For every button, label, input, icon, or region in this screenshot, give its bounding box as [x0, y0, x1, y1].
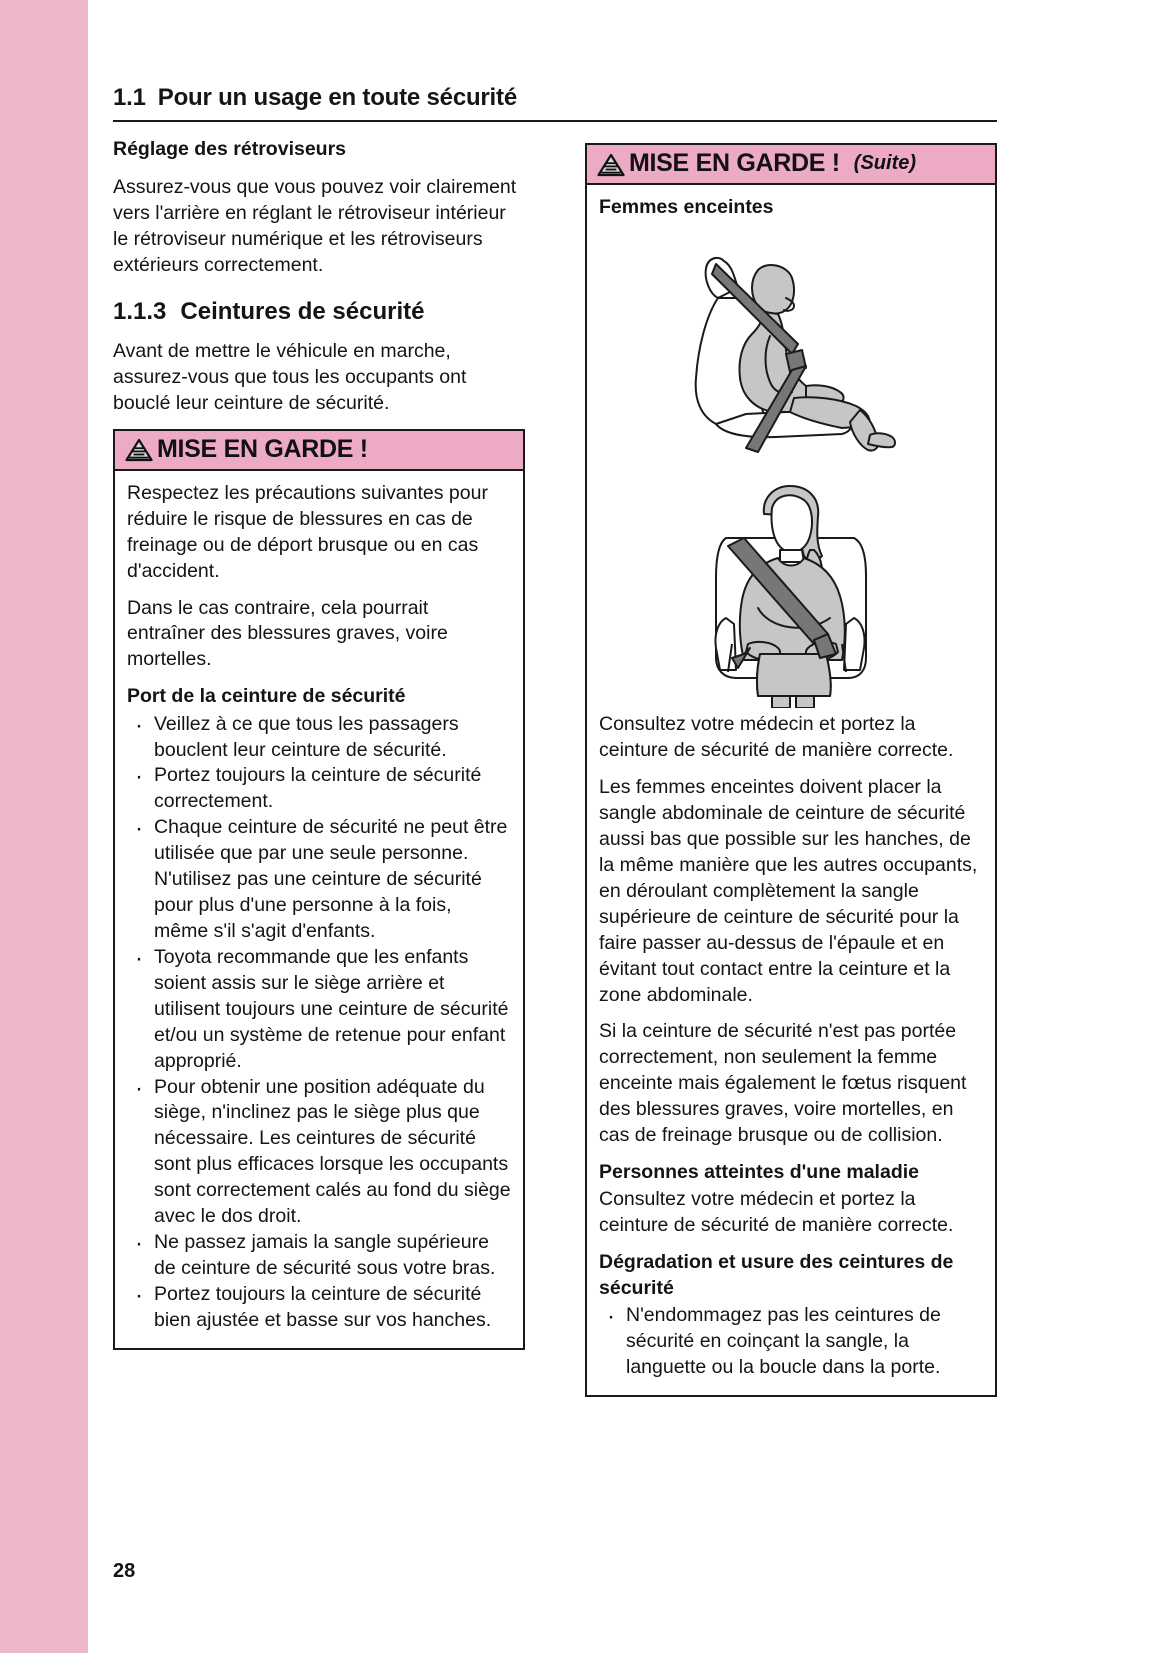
- warning-title-right: MISE EN GARDE !: [629, 149, 840, 177]
- list-item: · Portez toujours la ceinture de sécurité correctement.: [127, 763, 511, 815]
- pregnant-woman-seated-front-view-illustration: [599, 458, 983, 708]
- left-column: [113, 137, 525, 1350]
- seatbelt-heading-number: 1.1.3: [113, 298, 167, 326]
- warning-paragraph-illness: Consultez votre médecin et portez la ceinture de sécurité de manière correcte.: [599, 1188, 954, 1237]
- header-rule: [113, 120, 997, 122]
- warning-header-left: [115, 431, 523, 471]
- warning-box-left: [113, 429, 525, 1350]
- warning-bullet-list-left: [127, 712, 511, 1334]
- warning-paragraph: Dans le cas contraire, cela pourrait entraîner des blessures graves, voire mortelles.: [127, 596, 448, 671]
- warning-triangle-icon: [125, 438, 153, 462]
- pregnant-woman-seated-side-view-illustration: [599, 228, 983, 458]
- warning-box-right: [585, 143, 997, 1397]
- warning-body-left: [115, 471, 523, 1348]
- list-item: · N'endommagez pas les ceintures de sécurité en coinçant la sangle, la languette ou la boucle dans la porte.: [599, 1303, 983, 1381]
- page-content: [113, 0, 1165, 1653]
- warning-paragraph: Les femmes enceintes doivent placer la sangle abdominale de ceinture de sécurité aussi bas que possible sur les hanches, de la même manière que les autres occupants, en déroulant complètement la sangle supérieure de ceinture de sécurité pour la faire passer au-dessus de l'épaule et en évitant tout contact entre la ceinture et la zone abdominale.: [599, 776, 978, 1006]
- mirror-paragraph: Assurez-vous que vous pouvez voir clairement vers l'arrière en réglant le rétroviseur intérieur le rétroviseur numérique et les rétroviseurs extérieurs correctement.: [113, 176, 517, 277]
- warning-header-right: [587, 145, 995, 185]
- warning-subheading-illness: Personnes atteintes d'une maladie: [599, 1161, 919, 1184]
- warning-paragraph: Consultez votre médecin et portez la ceinture de sécurité de manière correcte.: [599, 713, 954, 762]
- warning-subheading-pregnant: Femmes enceintes: [599, 196, 774, 218]
- warning-paragraph: Si la ceinture de sécurité n'est pas portée correctement, non seulement la femme enceinte mais également le fœtus risquent des blessures graves, voire mortelles, en cas de freinage brusque ou de collision.: [599, 1020, 967, 1147]
- page-number: 28: [113, 1560, 136, 1582]
- warning-title-left: MISE EN GARDE !: [157, 434, 368, 463]
- seatbelt-heading-title: Ceintures de sécurité: [180, 298, 425, 326]
- warning-subheading-damage: Dégradation et usure des ceintures de sécurité: [599, 1251, 954, 1299]
- seatbelt-paragraph: Avant de mettre le véhicule en marche, assurez-vous que tous les occupants ont bouclé leur ceinture de sécurité.: [113, 340, 467, 414]
- mirror-heading: Réglage des rétroviseurs: [113, 138, 347, 160]
- running-head: [113, 84, 997, 112]
- list-item: · Chaque ceinture de sécurité ne peut être utilisée que par une seule personne. N'utilisez pas une ceinture de sécurité pour plus d'une personne à la fois, même s'il s'agit d'enfants.: [127, 815, 511, 945]
- warning-body-right: [587, 185, 995, 1395]
- warning-suffix-suite: (Suite): [853, 152, 917, 174]
- chapter-edge-tab: [0, 0, 88, 1653]
- list-item: · Ne passez jamais la sangle supérieure de ceinture de sécurité sous votre bras.: [127, 1230, 511, 1282]
- warning-bullet-list-right: [599, 1303, 983, 1381]
- warning-triangle-icon: [597, 153, 625, 177]
- warning-paragraph: Respectez les précautions suivantes pour réduire le risque de blessures en cas de freinage ou de déport brusque ou en cas d'accident.: [127, 481, 488, 582]
- running-head-title: Pour un usage en toute sécurité: [157, 84, 517, 111]
- warning-subheading-wearing: Port de la ceinture de sécurité: [127, 685, 406, 708]
- seatbelt-heading: [113, 297, 525, 327]
- running-head-number: 1.1: [113, 84, 146, 111]
- list-item: · Toyota recommande que les enfants soient assis sur le siège arrière et utilisent toujours une ceinture de sécurité et/ou un système de retenue pour enfant approprié.: [127, 945, 511, 1075]
- list-item: · Veillez à ce que tous les passagers bouclent leur ceinture de sécurité.: [127, 712, 511, 764]
- list-item: · Pour obtenir une position adéquate du siège, n'inclinez pas le siège plus que nécessaire. Les ceintures de sécurité sont plus efficaces lorsque les occupants sont correctement calés au fond du siège avec le dos droit.: [127, 1075, 511, 1231]
- right-column: [585, 137, 997, 1397]
- list-item: · Portez toujours la ceinture de sécurité bien ajustée et basse sur vos hanches.: [127, 1282, 511, 1334]
- illustration-group: [599, 222, 983, 712]
